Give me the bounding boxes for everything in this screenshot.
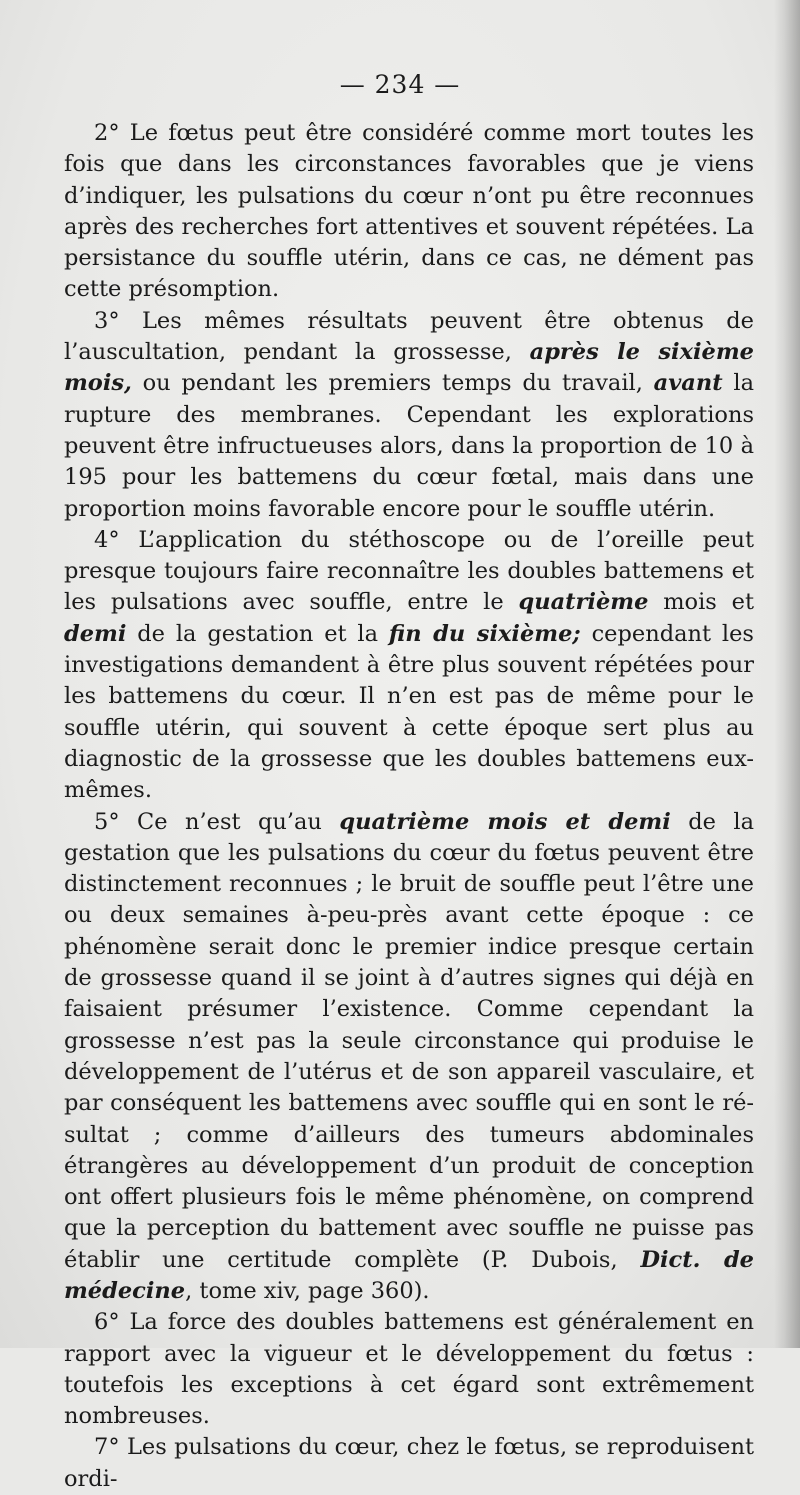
paragraph-2 [64,118,754,306]
text-run: 7° Les pulsations du cœur, chez le fœtus, se reproduisent ordi- [64,1434,754,1492]
text-run: mois et [648,589,754,616]
italic-text-run: Dict. de médecine [64,1246,754,1304]
paragraph-6 [64,1307,754,1432]
text-run: 5° Ce n’est qu’au [94,808,340,835]
paragraph-4 [64,525,754,807]
italic-text-run: quatrième mois et demi [339,808,671,835]
italic-text-run: demi [64,620,127,647]
paragraph-7 [64,1432,754,1495]
page-edge-shadow [774,0,800,1348]
text-run: , tome xiv, page 360). [185,1277,430,1304]
text-run: cependant les investigations demandent à être plus souvent répétées pour les battemens du cœur. Il n’en est pas de même pour le souffle utérin, qui souvent à cette époque sert plus au diagnostic de la grossesse que les doubles battemens eux-mêmes. [64,620,754,804]
paragraph-3 [64,306,754,525]
text-run: 3° Les mêmes résultats peuvent être obtenus de l’auscultation, pendant la grossesse, [64,307,754,366]
body-text [64,118,754,1495]
text-run: 6° La force des doubles battemens est généralement en rapport avec la vigueur et le développement du fœtus : toutefois les exceptions à cet égard sont extrêmement nombreuses. [64,1309,754,1430]
text-run: de la gestation et la [126,620,389,647]
paragraph-5 [64,807,754,1308]
text-run: 4° L’application du stéthoscope ou de l’oreille peut presque toujours faire reconnaître les doubles battemens et les pulsations avec souffle, entre le [64,526,754,616]
italic-text-run: après le sixième mois, [64,339,754,397]
text-run: de la gestation que les pulsations du cœur du fœtus peuvent être distinctement reconnues ; le bruit de souffle peut l’être une ou deux semaines à-peu-près avant cette époque : ce phénomène serait donc le premier indice presque certain de grossesse quand il se joint à d’autres signes qui déjà en faisaient présumer l’existence. Comme cependant la grossesse n’est pas la seule circonstance qui produise le développement de l’utérus et de son appareil vasculaire, et par conséquent les battemens avec souffle qui en sont le résultat ; comme d’ailleurs des tumeurs abdominales étrangères au développement d’un produit de conception ont offert plusieurs fois le même phénomène, on comprend que la perception du battement avec souffle ne puisse pas établir une certitude complète (P. Dubois, [64,808,755,1273]
italic-text-run: quatrième [518,589,649,616]
page-number: — 234 — [339,70,461,99]
text-run: la rupture des membranes. Cependant les explorations peuvent être infructueuses alors, dans la proportion de 10 à 195 pour les battemens du cœur fœtal, mais dans une proportion moins favorable encore pour le souffle utérin. [64,370,754,522]
italic-text-run: fin du sixième; [388,620,581,647]
italic-text-run: avant [653,370,723,397]
text-run: 2° Le fœtus peut être considéré comme mort toutes les fois que dans les circonstances favorables que je viens d’indiquer, les pulsations du cœur n’ont pu être reconnues après des recherches fort attentives et souvent répétées. La persistance du souffle utérin, dans ce cas, ne dément pas cette présomption. [64,120,754,303]
text-run: ou pendant les premiers temps du travail, [131,370,654,397]
